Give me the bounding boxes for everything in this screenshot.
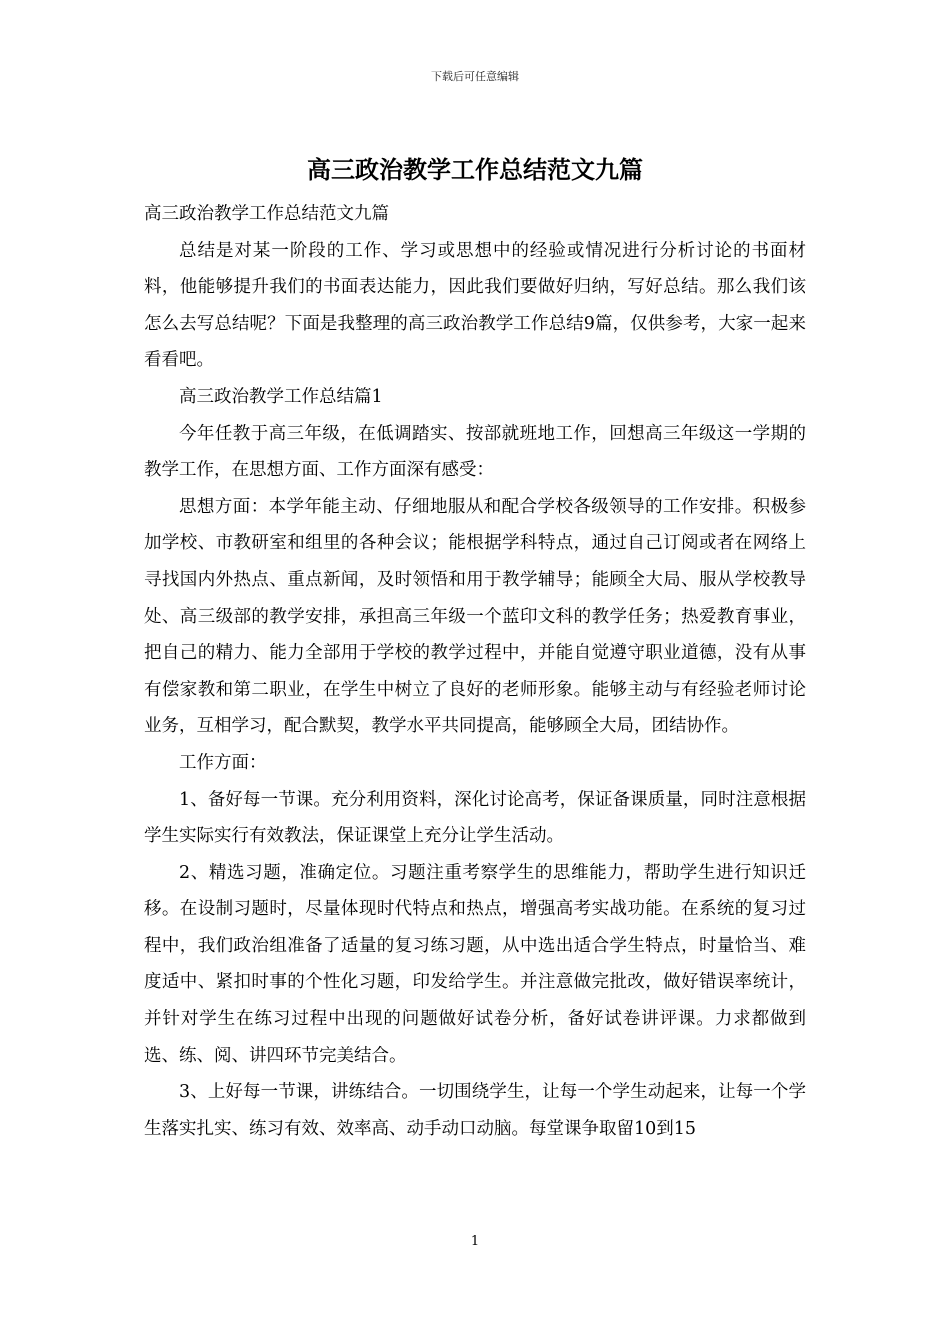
body-paragraph: 今年任教于高三年级，在低调踏实、按部就班地工作，回想高三年级这一学期的教学工作，在思想方面、工作方面深有感受： bbox=[144, 423, 806, 481]
body-paragraph: 工作方面： bbox=[179, 752, 267, 773]
body-paragraph: 思想方面：本学年能主动、仔细地服从和配合学校各级领导的工作安排。积极参加学校、市教研室和组里的各种会议；能根据学科特点，通过自己订阅或者在网络上寻找国内外热点、重点新闻，及时领悟和用于教学辅导；能顾全大局、服从学校教导处、高三级部的教学安排，承担高三年级一个蓝印文科的教学任务；热爱教育事业，把自己的精力、能力全部用于学校的教学过程中，并能自觉遵守职业道德，没有从事有偿家教和第二职业，在学生中树立了良好的老师形象。能够主动与有经验老师讨论业务，互相学习，配合默契，教学水平共同提高，能够顾全大局，团结协作。 bbox=[144, 496, 806, 737]
header-note: 下载后可任意编辑 bbox=[431, 70, 519, 83]
body-paragraph: 2、精选习题，准确定位。习题注重考察学生的思维能力，帮助学生进行知识迁移。在设制习题时，尽量体现时代特点和热点，增强高考实战功能。在系统的复习过程中，我们政治组准备了适量的复习练习题，从中选出适合学生特点，时量恰当、难度适中、紧扣时事的个性化习题，印发给学生。并注意做完批改，做好错误率统计，并针对学生在练习过程中出现的问题做好试卷分析，备好试卷讲评课。力求都做到选、练、阅、讲四环节完美结合。 bbox=[144, 862, 806, 1066]
body-paragraph: 总结是对某一阶段的工作、学习或思想中的经验或情况进行分析讨论的书面材料，他能够提升我们的书面表达能力，因此我们要做好归纳，写好总结。那么我们该怎么去写总结呢？下面是我整理的高三政治教学工作总结9篇，仅供参考，大家一起来看看吧。 bbox=[144, 240, 806, 371]
page-number: 1 bbox=[470, 1234, 480, 1249]
body-paragraph: 3、上好每一节课，讲练结合。一切围绕学生，让每一个学生动起来，让每一个学生落实扎实、练习有效、效率高、动手动口动脑。每堂课争取留10到15 bbox=[144, 1082, 806, 1139]
body-paragraph: 1、备好每一节课。充分利用资料，深化讨论高考，保证备课质量，同时注意根据学生实际实行有效教法，保证课堂上充分让学生活动。 bbox=[144, 789, 806, 847]
section-heading: 高三政治教学工作总结篇1 bbox=[179, 386, 383, 407]
body-paragraph: 高三政治教学工作总结范文九篇 bbox=[144, 204, 389, 224]
document-title: 高三政治教学工作总结范文九篇 bbox=[307, 155, 643, 184]
document-body bbox=[144, 196, 806, 1147]
